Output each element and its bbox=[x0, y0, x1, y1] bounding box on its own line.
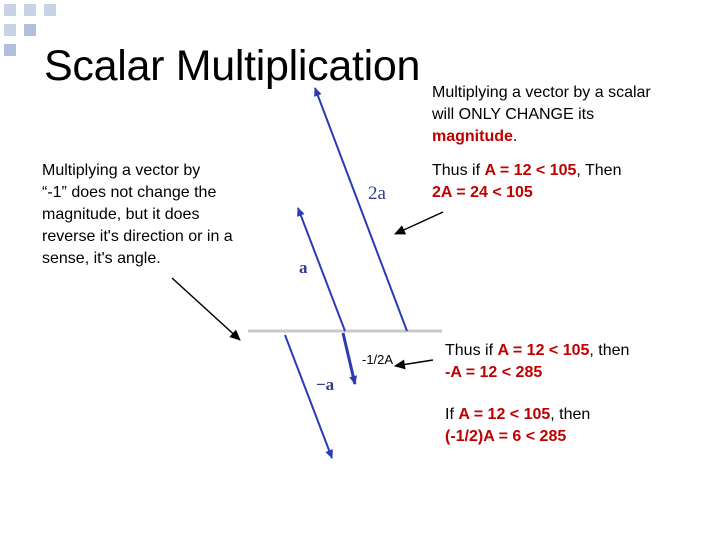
example-half-var: A = 12 < 105 bbox=[458, 406, 551, 423]
slide-title: Scalar Multiplication bbox=[44, 42, 421, 90]
example-half-prefix: If bbox=[445, 406, 459, 423]
left-note-line4: reverse it's direction or in a bbox=[42, 228, 233, 245]
left-note-line2: “-1” does not change the bbox=[42, 184, 217, 201]
example-neg-prefix: Thus if bbox=[445, 342, 498, 359]
pointer-arrow-left bbox=[172, 278, 240, 340]
pointer-arrow-2a bbox=[395, 212, 443, 234]
label-neg-half-a: -1/2A bbox=[362, 352, 394, 367]
example-neg-var: A = 12 < 105 bbox=[497, 342, 590, 359]
period: . bbox=[512, 128, 518, 145]
example-2a-result: 2A = 24 < 105 bbox=[432, 184, 533, 201]
vector-neg-half-a bbox=[343, 333, 355, 384]
pointer-arrow-neg bbox=[395, 360, 433, 366]
label-neg-a: −a bbox=[316, 375, 335, 394]
example-2a-suffix: , Then bbox=[576, 162, 622, 179]
vector-2a bbox=[315, 88, 407, 331]
example-neg-result: -A = 12 < 285 bbox=[445, 364, 543, 381]
top-right-line2: will ONLY CHANGE its bbox=[432, 106, 595, 123]
vector-neg-a bbox=[285, 335, 332, 458]
label-a: a bbox=[299, 258, 308, 277]
left-note-line1: Multiplying a vector by bbox=[42, 162, 201, 179]
example-half-result: (-1/2)A = 6 < 285 bbox=[445, 428, 567, 445]
example-neg-suffix: , then bbox=[589, 342, 630, 359]
example-2a-prefix: Thus if bbox=[432, 162, 485, 179]
example-half-suffix: , then bbox=[550, 406, 591, 423]
left-note-line5: sense, it's angle. bbox=[42, 250, 161, 267]
left-note-line3: magnitude, but it does bbox=[42, 206, 200, 223]
top-right-line1: Multiplying a vector by a scalar bbox=[432, 84, 651, 101]
example-2a-var: A = 12 < 105 bbox=[484, 162, 577, 179]
label-2a: 2a bbox=[368, 183, 386, 204]
magnitude-word: magnitude bbox=[432, 128, 513, 145]
